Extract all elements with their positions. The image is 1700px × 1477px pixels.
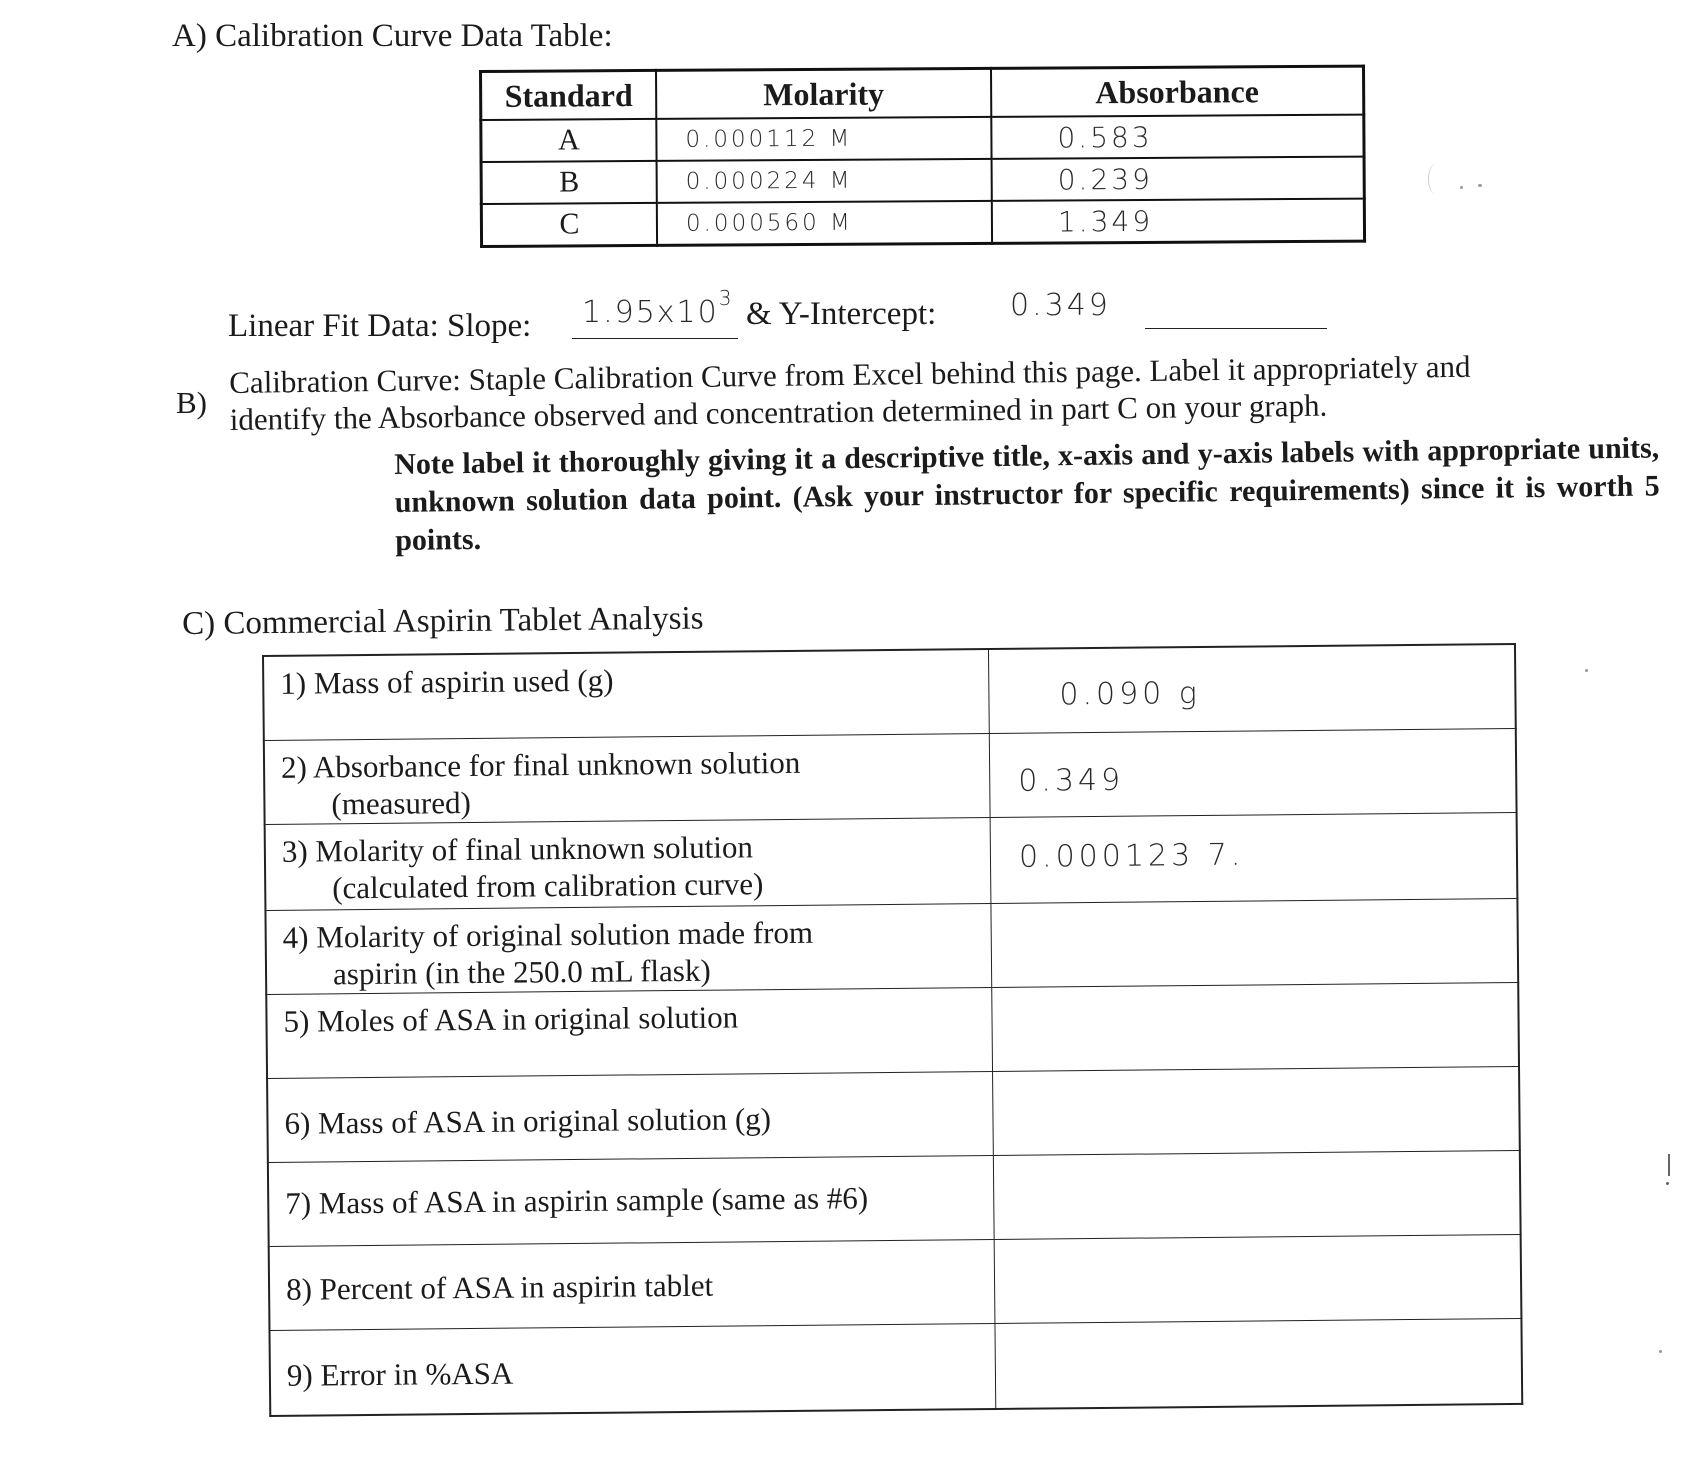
- speck: [1460, 186, 1463, 189]
- intercept-value: 0.349: [1010, 288, 1111, 323]
- header-molarity: Molarity: [656, 68, 991, 119]
- header-standard: Standard: [481, 70, 657, 120]
- answer-cell: [991, 898, 1518, 987]
- question-cell: 5) Moles of ASA in original solution: [266, 987, 992, 1078]
- question-cell: 1) Mass of aspirin used (g): [263, 649, 989, 740]
- intercept-field: [1145, 294, 1327, 329]
- speck: [1585, 669, 1588, 672]
- table-row: [264, 728, 1517, 824]
- answer-cell: [995, 1318, 1522, 1409]
- section-c-title: C) Commercial Aspirin Tablet Analysis: [182, 600, 704, 642]
- answer-cell: [992, 982, 1519, 1071]
- speck: [1659, 1350, 1662, 1353]
- standard-cell: B: [481, 161, 657, 204]
- answer-cell: 0.090 g: [988, 644, 1515, 733]
- question-cell: 7) Mass of ASA in aspirin sample (same as #6): [268, 1155, 994, 1246]
- calibration-table: [479, 65, 1366, 248]
- question-cell: 9) Error in %ASA: [269, 1323, 995, 1416]
- molarity-cell: 0.000112 M: [656, 117, 991, 161]
- answer-cell: 0.000123 7.: [990, 812, 1517, 903]
- section-b-line-2: identify the Absorbance observed and concentration determined in part C on your graph.: [229, 387, 1328, 437]
- stray-mark: [1428, 164, 1443, 194]
- table-row: [267, 1066, 1520, 1162]
- standard-cell: A: [481, 119, 657, 162]
- table-row: [266, 982, 1519, 1078]
- section-b-label: B): [176, 385, 207, 420]
- linear-fit-label: Linear Fit Data: Slope:: [228, 308, 532, 344]
- aspirin-analysis-table: [262, 643, 1523, 1417]
- molarity-cell: 0.000560 M: [657, 201, 992, 246]
- absorbance-cell: 1.349: [992, 199, 1365, 244]
- question-cell: 3) Molarity of final unknown solution (calculated from calibration curve): [265, 817, 991, 910]
- table-row: [481, 115, 1364, 162]
- table-row: [263, 644, 1516, 740]
- answer-cell: [994, 1234, 1521, 1323]
- answer-cell: [993, 1150, 1520, 1239]
- table-row: [265, 898, 1518, 994]
- table-row: [265, 812, 1518, 910]
- question-cell: 4) Molarity of original solution made from aspirin (in the 250.0 mL flask): [265, 903, 991, 994]
- stray-mark: [1668, 1154, 1670, 1176]
- question-cell: 6) Mass of ASA in original solution (g): [267, 1071, 993, 1162]
- speck: [1666, 1182, 1669, 1185]
- table-row: [269, 1318, 1522, 1416]
- absorbance-cell: 0.239: [992, 157, 1365, 201]
- header-absorbance: Absorbance: [991, 66, 1364, 117]
- absorbance-cell: 0.583: [991, 115, 1364, 159]
- intercept-label: & Y-Intercept:: [746, 296, 937, 332]
- question-cell: 8) Percent of ASA in aspirin tablet: [269, 1239, 995, 1330]
- table-row: [268, 1150, 1521, 1246]
- section-a-title: A) Calibration Curve Data Table:: [172, 18, 613, 54]
- speck: [1478, 184, 1482, 187]
- section-b-line-1: Calibration Curve: Staple Calibration Curve from Excel behind this page. Label it appropriately and: [229, 348, 1471, 400]
- standard-cell: C: [481, 203, 657, 247]
- table-row: [269, 1234, 1522, 1330]
- molarity-cell: 0.000224 M: [657, 159, 992, 203]
- slope-value: $1.95x10^3$: [582, 286, 734, 330]
- section-b-text: [229, 346, 1630, 438]
- answer-cell: [993, 1066, 1520, 1155]
- section-b-note: Note label it thoroughly giving it a descriptive title, x-axis and y-axis labels with appropriate units, unknown solution data point. (Ask your instructor for specific requirements) since it is worth 5 points.: [394, 431, 1660, 557]
- table-row: [481, 199, 1364, 247]
- table-row: [481, 157, 1364, 204]
- question-cell: 2) Absorbance for final unknown solution (measured): [264, 733, 990, 824]
- answer-cell: 0.349: [989, 728, 1516, 817]
